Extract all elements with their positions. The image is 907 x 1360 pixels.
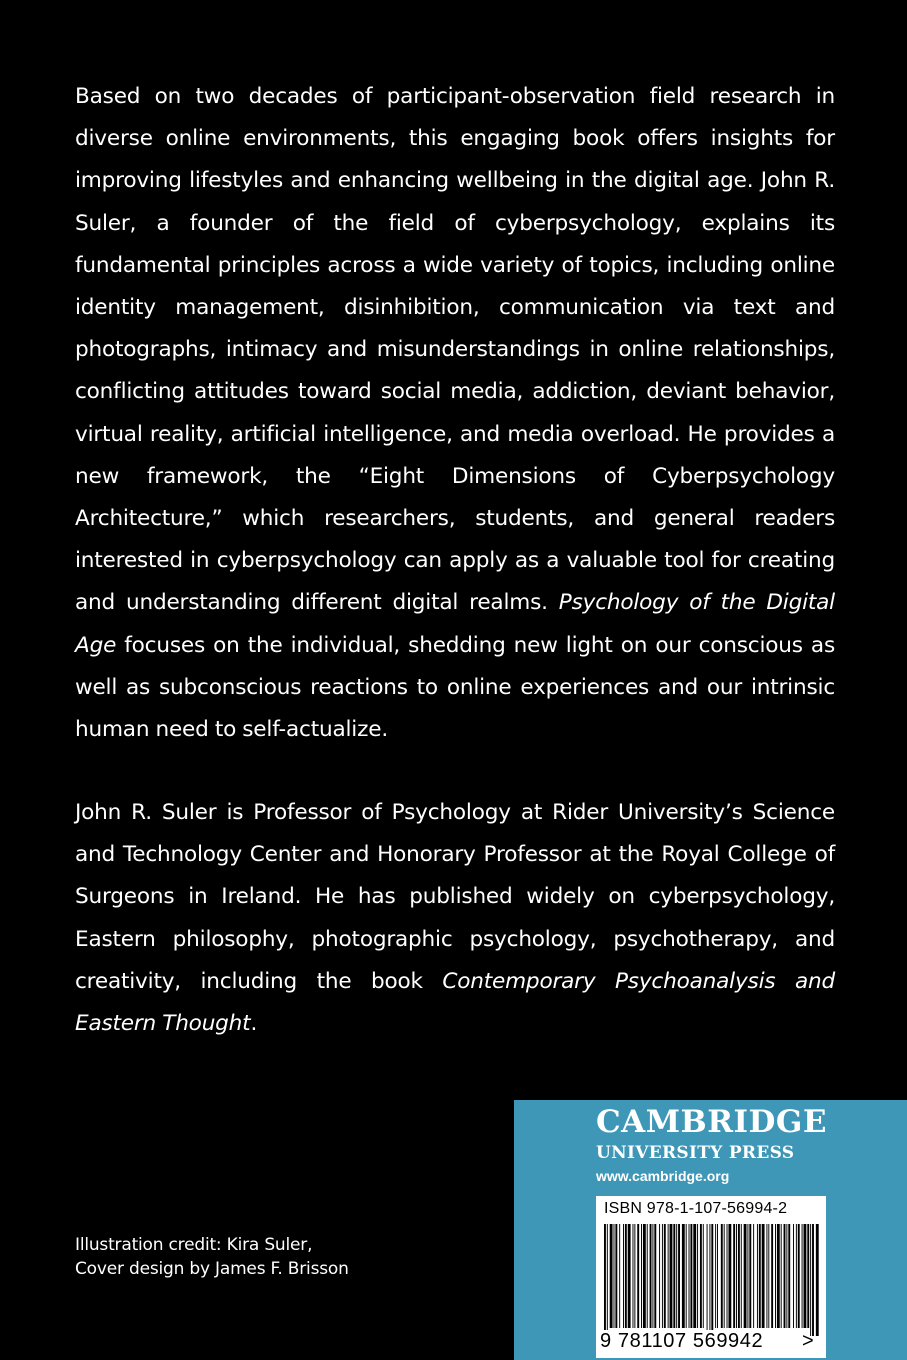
barcode-bar — [807, 1224, 809, 1328]
barcode-bar — [775, 1224, 776, 1328]
barcode-bar — [676, 1224, 677, 1328]
barcode-bar — [796, 1224, 797, 1328]
barcode-bar — [662, 1224, 663, 1328]
barcode-bar — [802, 1224, 803, 1328]
author-bio — [75, 792, 835, 1045]
barcode-bar — [673, 1224, 675, 1328]
barcode-bar — [810, 1224, 811, 1336]
barcode-bar — [615, 1224, 617, 1328]
barcode-bar — [747, 1224, 748, 1328]
barcode-bar — [766, 1224, 767, 1328]
barcode-bar — [610, 1224, 613, 1328]
barcode-bar — [784, 1224, 786, 1328]
publisher-url: www.cambridge.org — [596, 1168, 730, 1184]
barcode-bar — [654, 1224, 656, 1328]
publisher-subtitle: UNIVERSITY PRESS — [596, 1143, 795, 1163]
barcode-bar — [690, 1224, 692, 1328]
barcode-bar — [757, 1224, 758, 1328]
bio-text: John R. Suler is Professor of Psychology at Rider University’s Science and Technology Center and Honorary Professor at the Royal College of Surgeons in Ireland. He has published widely on cyberpsychology, Eastern philosophy, photographic psychology, psychotherapy, and creativity, including the book — [75, 800, 835, 994]
barcode-bar — [744, 1224, 747, 1328]
barcode-bar — [786, 1224, 787, 1328]
book-title-italic: Psychology of the Digital Age — [75, 590, 835, 658]
barcode-bar — [721, 1224, 723, 1328]
barcode-bar — [717, 1224, 718, 1328]
barcode-bar — [781, 1224, 782, 1328]
barcode-bar — [619, 1224, 620, 1328]
barcode-bar — [762, 1224, 765, 1328]
barcode-bar — [741, 1224, 742, 1328]
barcode-bar — [759, 1224, 761, 1328]
barcode-bar — [709, 1224, 710, 1336]
barcode-bar — [798, 1224, 800, 1328]
barcode-bar — [647, 1224, 648, 1328]
barcode-bar — [700, 1224, 702, 1328]
barcode-bar — [788, 1224, 790, 1328]
barcode-bar — [728, 1224, 731, 1328]
barcode-bar — [614, 1224, 615, 1328]
barcode-bar — [623, 1224, 624, 1328]
book-description — [75, 76, 835, 751]
barcode-bar — [628, 1224, 631, 1328]
barcode-bar — [670, 1224, 673, 1328]
barcode-bar — [804, 1224, 807, 1328]
barcode-bar — [668, 1224, 669, 1328]
publisher-box — [514, 1100, 907, 1360]
barcode-bar — [643, 1224, 646, 1328]
barcode-bar — [715, 1224, 716, 1328]
barcode-bar — [637, 1224, 639, 1328]
barcode-bar — [686, 1224, 687, 1328]
barcode-bar — [793, 1224, 794, 1328]
barcode-bar — [641, 1224, 642, 1328]
barcode-bar — [604, 1224, 606, 1336]
bio-end: . — [250, 1011, 258, 1037]
barcode-bar — [749, 1224, 751, 1328]
barcode-bar — [733, 1224, 735, 1328]
barcode-bar — [634, 1224, 635, 1328]
barcode-bar — [693, 1224, 696, 1328]
barcode-bar — [650, 1224, 652, 1328]
barcode-bar — [736, 1224, 737, 1328]
isbn-label: ISBN 978-1-107-56994-2 — [604, 1200, 788, 1217]
barcode-bar — [652, 1224, 653, 1328]
barcode-bar — [777, 1224, 780, 1328]
other-book-title: Contemporary Psychoanalysis and Eastern Thought — [75, 968, 835, 1037]
barcode-bar — [812, 1224, 814, 1336]
barcode-bar — [816, 1224, 819, 1336]
description-text: Based on two decades of participant-observation field research in diverse online environments, this engaging book offers insights for improving lifestyles and enhancing wellbeing in the digital age. John R. Suler, a founder of the field of cyberpsychology, explains its fundamental principles across a wide variety of topics, including online identity management, disinhibition, communication via text and photographs, intimacy and misunderstandings in online relationships, conflicting attitudes toward social media, addiction, deviant behavior, virtual reality, artificial intelligence, and media overload. He provides a new framework, the “Eight Dimensions of Cyberpsychology Architecture,” which researchers, students, and general readers interested in cyberpsychology can apply as a valuable tool for creating and understanding different digital realms. — [75, 84, 835, 616]
barcode-bar — [768, 1224, 769, 1328]
barcode-bar — [625, 1224, 627, 1328]
cover-design-credit: Cover design by James F. Brisson — [75, 1259, 349, 1279]
barcode-bar — [682, 1224, 685, 1328]
illustration-credit: Illustration credit: Kira Suler, — [75, 1235, 313, 1255]
barcode-bar — [738, 1224, 740, 1328]
barcode-bar — [678, 1224, 680, 1328]
barcode-bar — [659, 1224, 660, 1328]
barcode-bar — [724, 1224, 725, 1328]
publisher-name: CAMBRIDGE — [596, 1104, 827, 1140]
barcode-panel — [596, 1196, 826, 1358]
credits — [75, 1233, 349, 1281]
barcode-bar — [607, 1224, 608, 1336]
barcode-bar — [707, 1224, 708, 1336]
barcode-bar — [711, 1224, 713, 1336]
barcode-digits: 9 781107 569942 — [600, 1330, 764, 1352]
barcode-icon — [602, 1224, 820, 1336]
barcode-bar — [703, 1224, 704, 1328]
barcode-bar — [727, 1224, 728, 1328]
barcode-bar — [697, 1224, 698, 1328]
barcode-bar — [689, 1224, 690, 1328]
description-continuation: focuses on the individual, shedding new light on our conscious as well as subconscious reactions to online experiences and our intrinsic human need to self-actualize. — [75, 632, 835, 743]
barcode-bar — [753, 1224, 754, 1328]
barcode-bar — [771, 1224, 773, 1328]
barcode-bar — [664, 1224, 666, 1328]
barcode-bar — [633, 1224, 634, 1328]
barcode-arrow: > — [802, 1330, 814, 1352]
